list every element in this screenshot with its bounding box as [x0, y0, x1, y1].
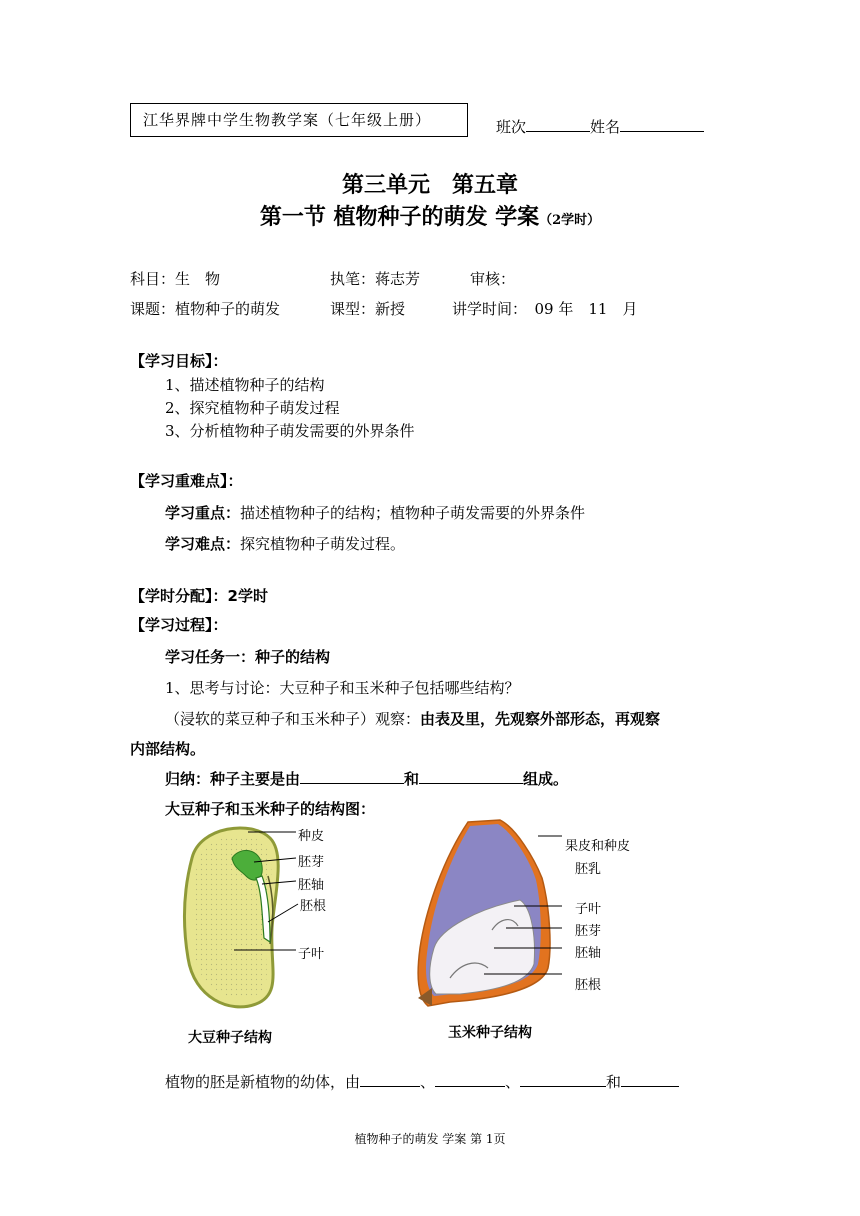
- soy-label-hypocotyl: 胚轴: [298, 878, 325, 893]
- meta-review: 审核：: [470, 270, 516, 288]
- embryo-blank-4[interactable]: [621, 1072, 679, 1087]
- corn-label-cotyledon: 子叶: [575, 902, 602, 917]
- class-blank[interactable]: [526, 117, 590, 132]
- objectives-heading: 【学习目标】：: [130, 352, 228, 370]
- name-blank[interactable]: [620, 117, 704, 132]
- embryo-blank-2[interactable]: [435, 1072, 505, 1087]
- time-allocation: 【学时分配】：2学时: [130, 587, 268, 605]
- corn-label-endosperm: 胚乳: [575, 862, 602, 877]
- task1-heading: 学习任务一：种子的结构: [165, 648, 331, 666]
- objective-item: 2、探究植物种子萌发过程: [165, 399, 340, 417]
- process-heading: 【学习过程】：: [130, 616, 228, 634]
- soy-label-seed-coat: 种皮: [298, 829, 325, 844]
- summary-blank-2[interactable]: [419, 769, 523, 784]
- diagram-title: 大豆种子和玉米种子的结构图：: [165, 800, 376, 818]
- soybean-seed-diagram: [170, 818, 360, 1018]
- corn-label-radicle: 胚根: [575, 978, 602, 993]
- summary-b: 和: [404, 770, 420, 788]
- corn-label-hypocotyl: 胚轴: [575, 946, 602, 961]
- keypoints-heading: 【学习重难点】：: [130, 472, 243, 490]
- focus-text: 描述植物种子的结构；植物种子萌发需要的外界条件: [240, 504, 586, 522]
- focus-label: 学习重点：: [165, 504, 241, 522]
- embryo-text: 植物的胚是新植物的幼体，由: [165, 1073, 361, 1091]
- summary-line: [165, 768, 568, 789]
- embryo-and: 和: [606, 1073, 622, 1091]
- objective-item: 1、描述植物种子的结构: [165, 376, 325, 394]
- embryo-blank-3[interactable]: [520, 1072, 606, 1087]
- meta-author: 执笔：蒋志芳: [330, 270, 421, 288]
- page-footer: 植物种子的萌发 学案 第 1页: [354, 1132, 506, 1146]
- difficulty-line: [165, 533, 405, 554]
- lesson-title: [0, 200, 860, 231]
- corn-caption: 玉米种子结构: [448, 1025, 532, 1041]
- meta-type: 课型：新授: [330, 300, 406, 318]
- focus-line: [165, 502, 585, 523]
- summary-a: 归纳：种子主要是由: [165, 770, 301, 788]
- question-1: 1、思考与讨论：大豆种子和玉米种子包括哪些结构？: [165, 679, 520, 697]
- observe-bold: 由表及里，先观察外部形态，再观察: [420, 710, 661, 728]
- lesson-hours: （2学时）: [539, 213, 601, 228]
- embryo-sep-2: 、: [505, 1073, 521, 1091]
- header-box-text: 江华界牌中学生物教学案（七年级上册）: [143, 111, 432, 129]
- corn-seed-diagram: [410, 818, 570, 1008]
- class-name-info: [496, 116, 704, 137]
- corn-label-plumule: 胚芽: [575, 924, 602, 939]
- soy-label-plumule: 胚芽: [298, 855, 325, 870]
- meta-topic: 课题：植物种子的萌发: [130, 300, 281, 318]
- meta-time: 讲学时间： 09 年 11 月: [452, 300, 638, 318]
- class-label: 班次: [496, 118, 527, 136]
- lesson-title-text: 第一节 植物种子的萌发 学案: [259, 204, 540, 230]
- observe-normal: （浸软的菜豆种子和玉米种子）观察：: [165, 710, 421, 728]
- soy-caption: 大豆种子结构: [188, 1030, 272, 1046]
- name-label: 姓名: [590, 118, 621, 136]
- summary-c: 组成。: [523, 770, 569, 788]
- meta-subject: 科目：生 物: [130, 270, 221, 288]
- objective-item: 3、分析植物种子萌发需要的外界条件: [165, 422, 415, 440]
- observe-line: [165, 708, 660, 729]
- corn-label-pericarp: 果皮和种皮: [565, 839, 631, 854]
- soy-label-cotyledon: 子叶: [298, 947, 325, 962]
- embryo-sep-1: 、: [420, 1073, 436, 1091]
- soy-label-radicle: 胚根: [300, 899, 327, 914]
- observe-continued: 内部结构。: [130, 740, 206, 758]
- difficulty-text: 探究植物种子萌发过程。: [240, 535, 406, 553]
- unit-title: 第三单元 第五章: [341, 172, 518, 198]
- difficulty-label: 学习难点：: [165, 535, 241, 553]
- summary-blank-1[interactable]: [300, 769, 404, 784]
- embryo-line: [165, 1071, 679, 1092]
- header-box: [130, 103, 468, 137]
- embryo-blank-1[interactable]: [360, 1072, 420, 1087]
